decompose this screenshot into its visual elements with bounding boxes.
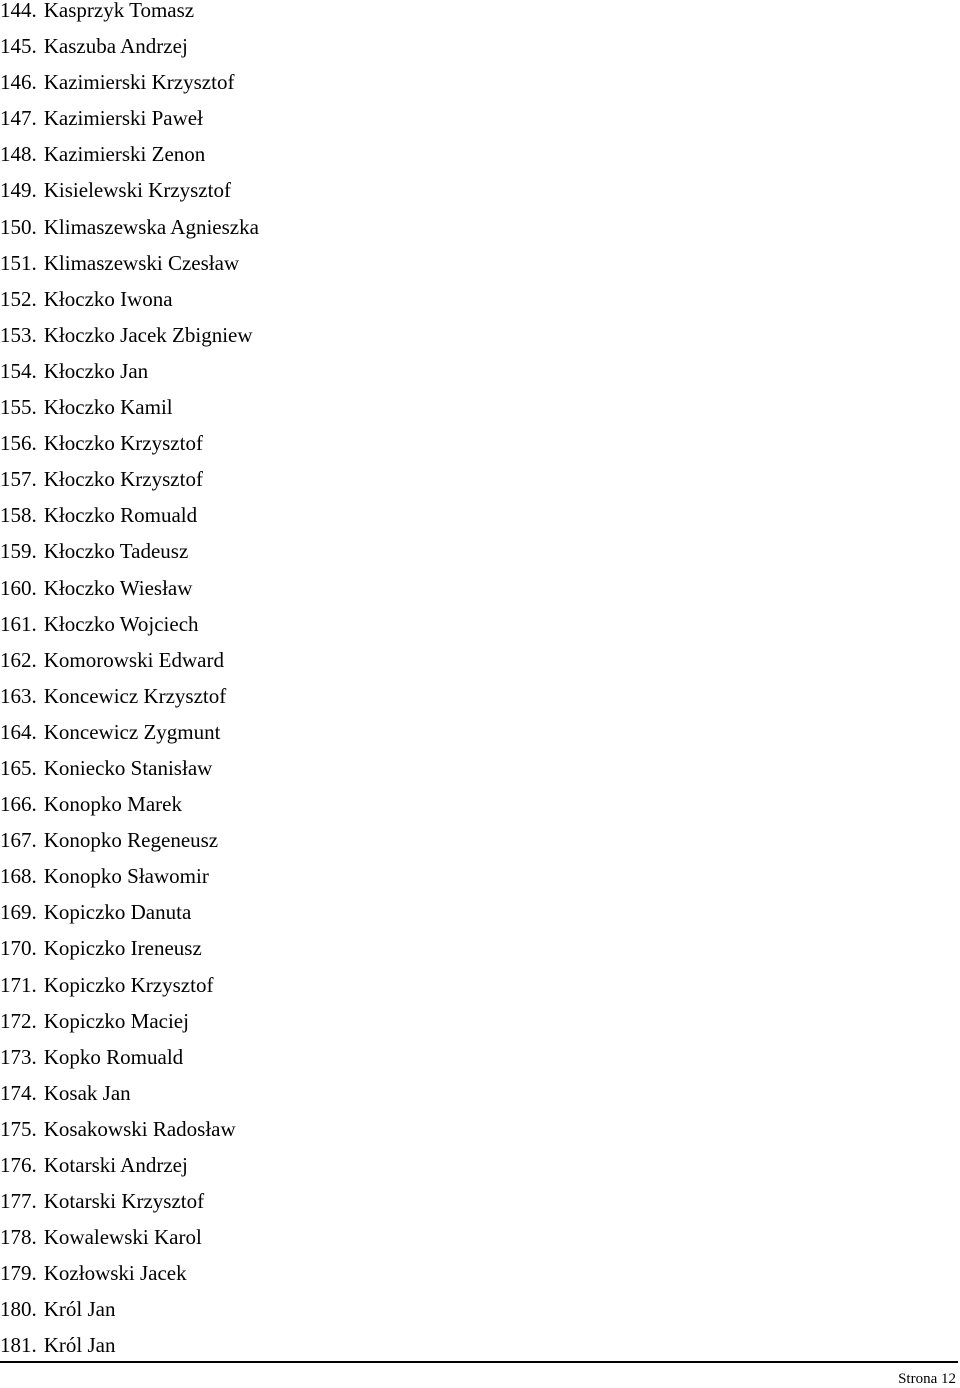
list-item	[0, 172, 259, 208]
list-item-number: 178.	[0, 1225, 37, 1250]
list-item-name: Kazimierski Zenon	[43, 142, 206, 167]
list-item-name: Kopiczko Danuta	[43, 900, 192, 925]
list-item-name: Kisielewski Krzysztof	[43, 178, 231, 203]
list-item	[0, 1327, 259, 1363]
list-item	[0, 570, 259, 606]
list-item	[0, 1039, 259, 1075]
list-item-number: 163.	[0, 683, 37, 708]
list-item-number: 149.	[0, 178, 37, 203]
list-item	[0, 1291, 259, 1327]
list-item-name: Kopiczko Ireneusz	[43, 936, 202, 961]
list-item-name: Konopko Sławomir	[43, 864, 209, 889]
list-item-name: Komorowski Edward	[43, 647, 224, 672]
list-item	[0, 642, 259, 678]
list-item-number: 169.	[0, 900, 37, 925]
page-number: Strona 12	[898, 1371, 956, 1387]
list-item	[0, 497, 259, 533]
list-item-number: 165.	[0, 755, 37, 780]
list-item-name: Kłoczko Jacek Zbigniew	[43, 322, 253, 347]
footer-divider	[0, 1361, 958, 1363]
list-item-name: Kłoczko Jan	[43, 358, 149, 383]
list-item-number: 145.	[0, 34, 37, 59]
list-item-number: 160.	[0, 575, 37, 600]
list-item-number: 170.	[0, 936, 37, 961]
list-item-number: 164.	[0, 719, 37, 744]
list-item-number: 173.	[0, 1044, 37, 1069]
list-item	[0, 389, 259, 425]
list-item-name: Kłoczko Wojciech	[43, 611, 199, 636]
list-item	[0, 533, 259, 569]
list-item	[0, 245, 259, 281]
list-item	[0, 100, 259, 136]
list-item-name: Kosak Jan	[43, 1080, 131, 1105]
list-item-number: 179.	[0, 1261, 37, 1286]
list-item	[0, 967, 259, 1003]
list-item	[0, 425, 259, 461]
list-item	[0, 209, 259, 245]
list-item-name: Kłoczko Krzysztof	[43, 467, 203, 492]
list-item-name: Kopiczko Krzysztof	[43, 972, 214, 997]
list-item	[0, 786, 259, 822]
list-item-number: 167.	[0, 828, 37, 853]
list-item-number: 147.	[0, 106, 37, 131]
list-item-number: 174.	[0, 1080, 37, 1105]
list-item-name: Kłoczko Krzysztof	[43, 431, 203, 456]
list-item	[0, 64, 259, 100]
list-item-name: Kłoczko Iwona	[43, 286, 173, 311]
list-item-name: Kotarski Krzysztof	[43, 1189, 205, 1214]
list-item	[0, 1219, 259, 1255]
list-item-name: Kopko Romuald	[43, 1044, 184, 1069]
list-item-number: 168.	[0, 864, 37, 889]
list-item	[0, 678, 259, 714]
list-item-number: 151.	[0, 250, 37, 275]
list-item-name: Kaszuba Andrzej	[43, 34, 188, 59]
list-item	[0, 894, 259, 930]
list-item	[0, 281, 259, 317]
list-item	[0, 714, 259, 750]
list-item-number: 177.	[0, 1189, 37, 1214]
list-item-number: 156.	[0, 431, 37, 456]
list-item-name: Koncewicz Zygmunt	[43, 719, 221, 744]
list-item	[0, 606, 259, 642]
list-item	[0, 822, 259, 858]
list-item	[0, 1147, 259, 1183]
list-item	[0, 28, 259, 64]
list-item-name: Król Jan	[43, 1333, 116, 1358]
list-item-name: Kozłowski Jacek	[43, 1261, 187, 1286]
list-item-name: Kłoczko Tadeusz	[43, 539, 189, 564]
list-item-number: 144.	[0, 0, 37, 22]
list-item	[0, 858, 259, 894]
list-item-number: 172.	[0, 1008, 37, 1033]
list-item-number: 148.	[0, 142, 37, 167]
list-item-name: Kłoczko Kamil	[43, 395, 173, 420]
list-item	[0, 1111, 259, 1147]
list-item-number: 154.	[0, 358, 37, 383]
list-item-number: 159.	[0, 539, 37, 564]
list-item-number: 157.	[0, 467, 37, 492]
list-item-name: Konopko Marek	[43, 792, 182, 817]
list-item-number: 161.	[0, 611, 37, 636]
list-item-number: 155.	[0, 395, 37, 420]
list-item-number: 175.	[0, 1116, 37, 1141]
list-item-number: 180.	[0, 1297, 37, 1322]
list-item	[0, 750, 259, 786]
list-item-name: Kowalewski Karol	[43, 1225, 202, 1250]
list-item-number: 146.	[0, 70, 37, 95]
list-item-name: Kłoczko Wiesław	[43, 575, 193, 600]
list-item-name: Klimaszewska Agnieszka	[43, 214, 259, 239]
list-item-number: 150.	[0, 214, 37, 239]
name-list	[0, 0, 259, 1364]
list-item-number: 153.	[0, 322, 37, 347]
list-item-name: Konopko Regeneusz	[43, 828, 219, 853]
list-item-name: Kazimierski Paweł	[43, 106, 203, 131]
list-item-name: Kłoczko Romuald	[43, 503, 198, 528]
list-item	[0, 0, 259, 28]
list-item-number: 176.	[0, 1153, 37, 1177]
list-item-name: Kasprzyk Tomasz	[43, 0, 195, 22]
list-item-number: 171.	[0, 972, 37, 997]
list-item	[0, 136, 259, 172]
list-item-name: Koniecko Stanisław	[43, 755, 213, 780]
list-item-number: 158.	[0, 503, 37, 528]
list-item-number: 162.	[0, 647, 37, 672]
list-item-name: Kosakowski Radosław	[43, 1116, 236, 1141]
list-item-number: 166.	[0, 792, 37, 817]
list-item	[0, 1003, 259, 1039]
list-item	[0, 1183, 259, 1219]
list-item	[0, 317, 259, 353]
list-item	[0, 930, 259, 966]
list-item	[0, 1255, 259, 1291]
list-item	[0, 461, 259, 497]
list-item-name: Kopiczko Maciej	[43, 1008, 189, 1033]
list-item-name: Król Jan	[43, 1297, 116, 1322]
list-item	[0, 353, 259, 389]
list-item-name: Klimaszewski Czesław	[43, 250, 240, 275]
list-item-name: Kazimierski Krzysztof	[43, 70, 235, 95]
list-item-number: 181.	[0, 1333, 37, 1358]
list-item-name: Kotarski Andrzej	[43, 1153, 188, 1177]
list-item-name: Koncewicz Krzysztof	[43, 683, 227, 708]
list-item	[0, 1075, 259, 1111]
list-item-number: 152.	[0, 286, 37, 311]
